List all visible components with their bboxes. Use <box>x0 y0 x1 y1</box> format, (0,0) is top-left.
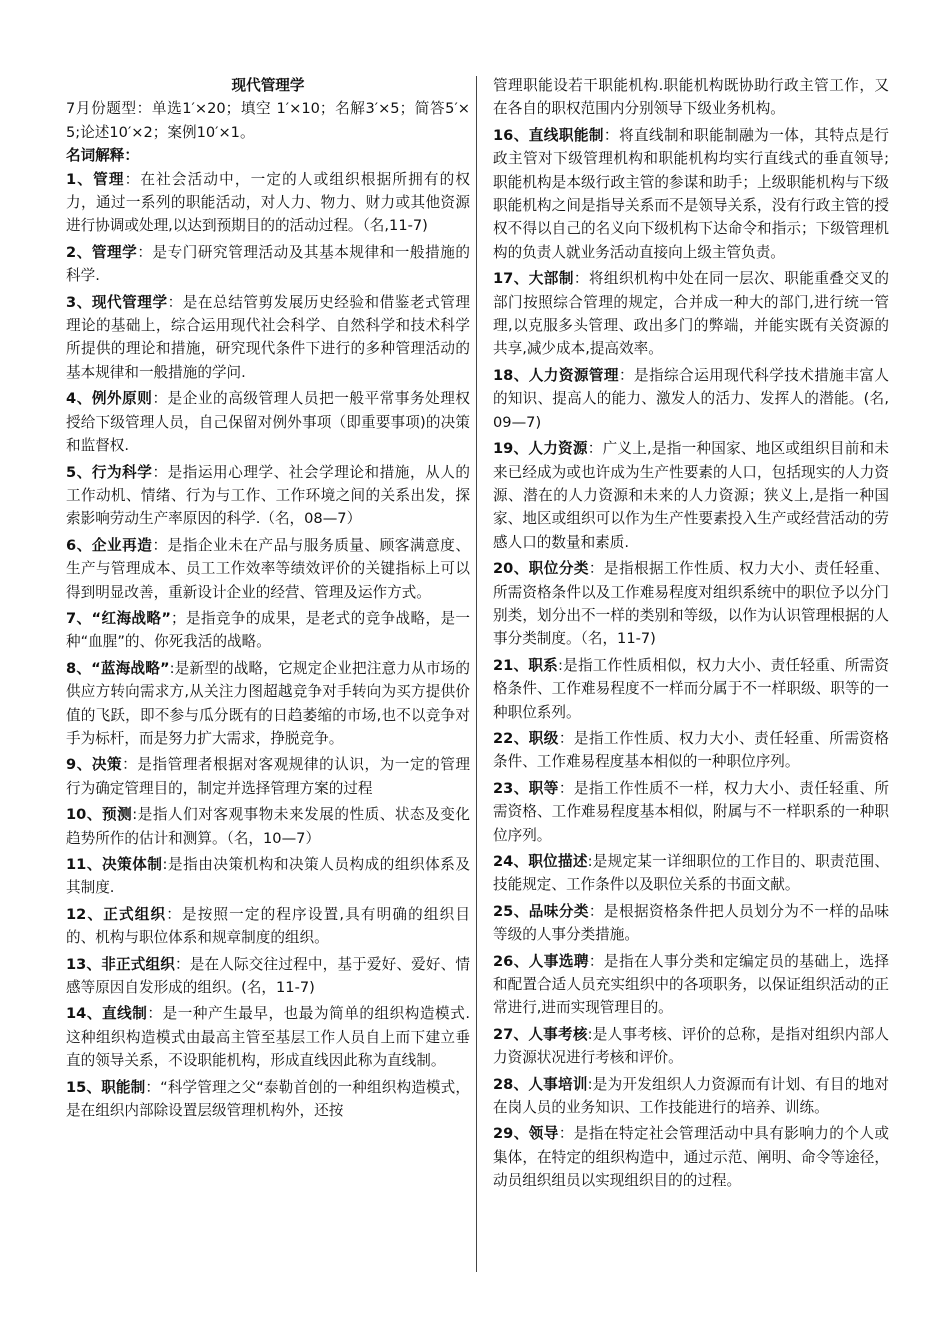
glossary-entry <box>66 241 470 288</box>
glossary-entry <box>493 777 889 847</box>
glossary-entry <box>66 657 470 751</box>
entry-term: 职系 <box>528 656 559 674</box>
entry-term: 人事考核 <box>528 1025 588 1043</box>
entry-definition: 是根据资格条件把人员划分为不一样的品味等级的人事分类措施。 <box>493 902 889 944</box>
entry-term: 领导 <box>528 1125 559 1143</box>
glossary-entry <box>493 364 889 434</box>
glossary-entry <box>66 1002 470 1072</box>
entry-number: 1、 <box>66 170 94 188</box>
entry-number: 6、 <box>66 536 92 554</box>
entry-number: 16、 <box>493 126 529 144</box>
entry-definition: 是人事考核、评价的总称，是指对组织内部人力资源状况进行考核和评价。 <box>493 1025 889 1067</box>
glossary-entry <box>66 607 470 654</box>
entry-separator: ： <box>588 560 604 578</box>
glossary-entry <box>493 1073 889 1120</box>
glossary-entry <box>493 727 889 774</box>
entry-separator: ； <box>170 609 186 627</box>
entry-number: 14、 <box>66 1005 102 1023</box>
entry-number: 21、 <box>493 656 529 674</box>
entry-separator: ： <box>588 952 604 970</box>
entry-number: 23、 <box>493 779 529 797</box>
entry-definition: 广义上,是指一种国家、地区或组织目前和未来已经成为或也许成为生产性要素的人口，包括现实的人力资源、潜在的人力资源和未来的人力资源；狭义上,是指一种国家、地区或组织可以作为生产性要素投入生产或经营活动的劳感人口的数量和素质. <box>493 440 889 551</box>
entry-separator: ： <box>152 463 168 481</box>
entry-number: 10、 <box>66 806 102 824</box>
entry-definition: 是指运用心理学、社会学理论和措施，从人的工作动机、情绪、行为与工作、工作环境之间的关系出发，探索影响劳动生产率原因的科学.（名，08—7） <box>66 463 470 528</box>
entry-number: 24、 <box>493 853 529 870</box>
entry-definition: 是规定某一详细职位的工作目的、职责范围、技能规定、工作条件以及职位关系的书面文献。 <box>493 853 889 894</box>
glossary-entry <box>493 124 889 264</box>
glossary-entry <box>66 534 470 604</box>
entry-number: 8、 <box>66 659 92 677</box>
entry-definition: 是指在特定社会管理活动中具有影响力的个人或集体，在特定的组织构造中，通过示范、阐明、命令等途径，动员组织组员以实现组织目的的过程。 <box>493 1125 889 1190</box>
entry-definition: 是指工作性质相似，权力大小、责任轻重、所需资格条件、工作难易程度不一样而分属于不一样职级、职等的一种职位系列。 <box>493 656 889 721</box>
glossary-entry <box>66 1076 470 1123</box>
entry-term: 管理学 <box>91 243 138 261</box>
glossary-entry <box>493 900 889 947</box>
right-entry-list <box>493 74 889 1193</box>
entry-separator: : <box>558 656 563 674</box>
entry-definition: 是指人们对客观事物未来发展的性质、状态及变化趋势所作的估计和测算。（名，10—7） <box>66 806 470 847</box>
glossary-entry <box>493 654 889 724</box>
glossary-entry <box>493 850 889 897</box>
entry-definition: 是指管理者根据对客观规律的认识，为一定的管理行为确定管理目的，制定并选择管理方案的过程 <box>66 756 470 797</box>
entry-separator: ： <box>588 902 604 920</box>
entry-separator: ： <box>175 955 190 973</box>
entry-term: 职能制 <box>101 1078 146 1096</box>
entry-number: 15、 <box>66 1078 102 1096</box>
entry-definition: 是按照一定的程序设置,具有明确的组织目的、机构与职位体系和规章制度的组织。 <box>66 905 470 947</box>
entry-number: 4、 <box>66 390 92 408</box>
entry-definition: 是指综合运用现代科学技术措施丰富人的知识、提高人的能力、激发人的活力、发挥人的潜能。(名,09—7) <box>493 366 889 431</box>
entry-term: 人力资源管理 <box>528 366 619 384</box>
right-column <box>493 74 889 1196</box>
entry-term: 人事选聘 <box>528 952 589 970</box>
entry-number: 22、 <box>493 729 529 747</box>
entry-term: 品味分类 <box>528 902 589 920</box>
entry-definition: 是为开发组织人力资源而有计划、有目的地对在岗人员的业务知识、工作技能进行的培养、训练。 <box>493 1075 889 1117</box>
entry-separator: : <box>587 1075 593 1093</box>
entry-term: “蓝海战略” <box>91 659 170 677</box>
entry-definition: 是指工作性质、权力大小、责任轻重、所需资格条件、工作难易程度基本相似的一种职位序列。 <box>493 729 889 771</box>
entry-term: 现代管理学 <box>91 293 168 311</box>
entry-definition: 是新型的战略，它规定企业把注意力从市场的供应方转向需求方,从关注力图超越竞争对手转向为买方提供价值的飞跃，即不参与瓜分既有的日趋萎缩的市场,也不以竞争对手为标杆，而是努力扩大需求，挣脱竞争。 <box>66 659 470 747</box>
column-divider <box>476 76 477 1272</box>
entry-number: 20、 <box>493 560 529 578</box>
entry-term: 职级 <box>528 729 559 747</box>
entry-separator: ： <box>152 390 168 408</box>
entry-number: 26、 <box>493 952 529 970</box>
entry-term: 大部制 <box>528 270 574 288</box>
entry-term: 管理 <box>93 170 125 188</box>
entry-separator: ： <box>147 1005 163 1023</box>
entry-number: 25、 <box>493 902 529 920</box>
entry-separator: ： <box>587 440 603 458</box>
entry-separator: ： <box>603 126 619 144</box>
left-entry-list <box>66 168 470 1123</box>
entry-separator: ： <box>573 270 589 288</box>
entry-definition: 是一种产生最早，也最为简单的组织构造模式.这种组织构造模式由最高主管至基层工作人员自上而下建立垂直的领导关系，不设职能机构，形成直线因此称为直线制。 <box>66 1005 470 1070</box>
entry-term: 预测 <box>101 806 133 824</box>
glossary-entry <box>493 437 889 554</box>
entry-number: 29、 <box>493 1125 529 1143</box>
entry-separator: ： <box>618 366 634 384</box>
glossary-entry <box>493 1023 889 1070</box>
glossary-entry <box>493 950 889 1020</box>
entry-term: 行为科学 <box>91 463 153 481</box>
entry-number: 13、 <box>66 955 102 973</box>
entry-term: 正式组织 <box>103 905 167 923</box>
entry-definition: 将组织机构中处在同一层次、职能重叠交叉的部门按照综合管理的规定，合并成一种大的部门,进行统一管理,以克服多头管理、政出多门的弊端，并能实既有关资源的共享,减少成本,提高效率。 <box>493 270 889 358</box>
entry-definition: 是专门研究管理活动及其基本规律和一般措施的科学. <box>66 243 470 285</box>
glossary-entry <box>66 903 470 950</box>
entry-definition: 是指由决策机构和决策人员构成的组织体系及其制度. <box>66 856 470 897</box>
entry-definition: 在社会活动中，一定的人或组织根据所拥有的权力，通过一系列的职能活动，对人力、物力、财力或其他资源进行协调或处理,以达到预期目的的活动过程。（名,11-7) <box>66 170 470 235</box>
entry-definition: “科学管理之父“泰勒首创的一种组织构造模式，是在组织内部除设置层级管理机构外，还按 <box>66 1078 470 1120</box>
entry-definition: 是指在人事分类和定编定员的基础上，选择和配置合适人员充实组织中的各项职务，以保证组织活动的正常进行,进而实现管理目的。 <box>493 952 889 1017</box>
entry-separator: : <box>587 1025 593 1043</box>
entry-definition: 是在总结管剪发展历史经验和借鉴老式管理理论的基础上，综合运用现代社会科学、自然科学和技术科学所提供的理论和措施，研究现代条件下进行的多种管理活动的基本规律和一般措施的学问. <box>66 293 470 381</box>
entry-number: 17、 <box>493 270 529 288</box>
entry-number: 27、 <box>493 1025 529 1043</box>
left-column <box>66 74 470 1125</box>
entry-number: 9、 <box>66 756 92 774</box>
exam-format-intro: 7月份题型：单选1′×20；填空 1′×10；名解3′×5；简答5′×5;论述10′×2；案例10′×1。 <box>66 100 470 141</box>
entry-term: 直线职能制 <box>528 126 604 144</box>
entry-definition: 将直线制和职能制融为一体，其特点是行政主管对下级管理机构和职能机构均实行直线式的垂直领导;职能机构是本级行政主管的参谋和助手；上级职能机构与下级职能机构之间是指导关系而不是领导关系，没有行政主管的授权不得以自己的名义向下级机构下达命令和指示；下级管理机构的负责人就业务活动直接向上级主管负责。 <box>493 126 889 261</box>
section-heading: 名词解释： <box>66 147 139 165</box>
glossary-entry <box>493 74 889 121</box>
entry-separator: : <box>132 806 138 824</box>
entry-separator: ： <box>558 1125 574 1143</box>
entry-term: 职等 <box>528 779 559 797</box>
entry-separator: ： <box>152 536 168 554</box>
entry-separator: ： <box>122 756 138 774</box>
glossary-entry <box>66 753 470 800</box>
entry-definition: 是企业的高级管理人员把一般平常事务处理权授给下级管理人员，自己保留对例外事项（即重要事项)的决策和监督权. <box>66 390 470 455</box>
entry-separator: : <box>587 853 593 870</box>
entry-number: 7、 <box>66 609 92 627</box>
entry-separator: ： <box>558 779 574 797</box>
document-title: 现代管理学 <box>231 77 305 94</box>
entry-definition: 是在人际交往过程中，基于爱好、爱好、情感等原因自发形成的组织。(名，11-7) <box>66 955 470 997</box>
entry-separator: ： <box>124 170 141 188</box>
glossary-entry <box>66 461 470 531</box>
entry-definition: 是指工作性质不一样，权力大小、责任轻重、所需资格、工作难易程度基本相似，附属与不一样职系的一种职位序列。 <box>493 779 889 844</box>
entry-term: 直线制 <box>102 1005 148 1023</box>
entry-term: 决策体制 <box>101 856 163 873</box>
entry-separator: ： <box>558 729 574 747</box>
entry-term: 企业再造 <box>91 536 153 554</box>
glossary-entry <box>66 853 470 900</box>
entry-term: 决策 <box>91 756 123 774</box>
entry-term: “红海战略” <box>91 609 171 627</box>
glossary-entry <box>66 803 470 850</box>
glossary-entry <box>493 267 889 361</box>
entry-number: 12、 <box>66 905 104 923</box>
entry-term: 例外原则 <box>91 390 153 408</box>
entry-term: 职位分类 <box>528 560 589 578</box>
entry-number: 5、 <box>66 463 92 481</box>
entry-term: 职位描述 <box>528 853 588 870</box>
glossary-entry <box>66 387 470 457</box>
entry-separator: : <box>169 659 175 677</box>
glossary-entry <box>66 953 470 1000</box>
entry-definition: 是指竞争的成果，是老式的竞争战略，是一种“血腥”的、你死我活的战略。 <box>66 609 471 651</box>
entry-number: 18、 <box>493 366 529 384</box>
entry-definition: 是指企业未在产品与服务质量、顾客满意度、生产与管理成本、员工工作效率等绩效评价的关键指标上可以得到明显改善，重新设计企业的经营、管理及运作方式。 <box>66 536 470 601</box>
glossary-entry <box>66 168 470 238</box>
entry-number: 19、 <box>493 440 529 458</box>
entry-term: 人事培训 <box>528 1075 588 1093</box>
entry-definition: 是指根据工作性质、权力大小、责任轻重、所需资格条件以及工作难易程度对组织系统中的职位予以分门别类，划分出不一样的类别和等级，以作为认识管理根据的人事分类制度。（名，11-7) <box>493 560 889 648</box>
entry-separator: ： <box>166 905 182 923</box>
glossary-entry <box>493 557 889 651</box>
glossary-entry <box>66 291 470 385</box>
entry-number: 3、 <box>66 293 92 311</box>
entry-separator: ： <box>145 1078 161 1096</box>
entry-definition: 管理职能设若干职能机构.职能机构既协助行政主管工作，又在各自的职权范围内分别领导下级业务机构。 <box>493 77 889 118</box>
entry-number: 11、 <box>66 856 102 873</box>
entry-separator: ： <box>137 243 153 261</box>
entry-number: 2、 <box>66 243 92 261</box>
entry-separator: ： <box>167 293 183 311</box>
entry-separator: : <box>162 856 168 873</box>
entry-term: 非正式组织 <box>101 955 176 973</box>
entry-number: 28、 <box>493 1075 529 1093</box>
glossary-entry <box>493 1122 889 1192</box>
entry-term: 人力资源 <box>528 440 588 458</box>
